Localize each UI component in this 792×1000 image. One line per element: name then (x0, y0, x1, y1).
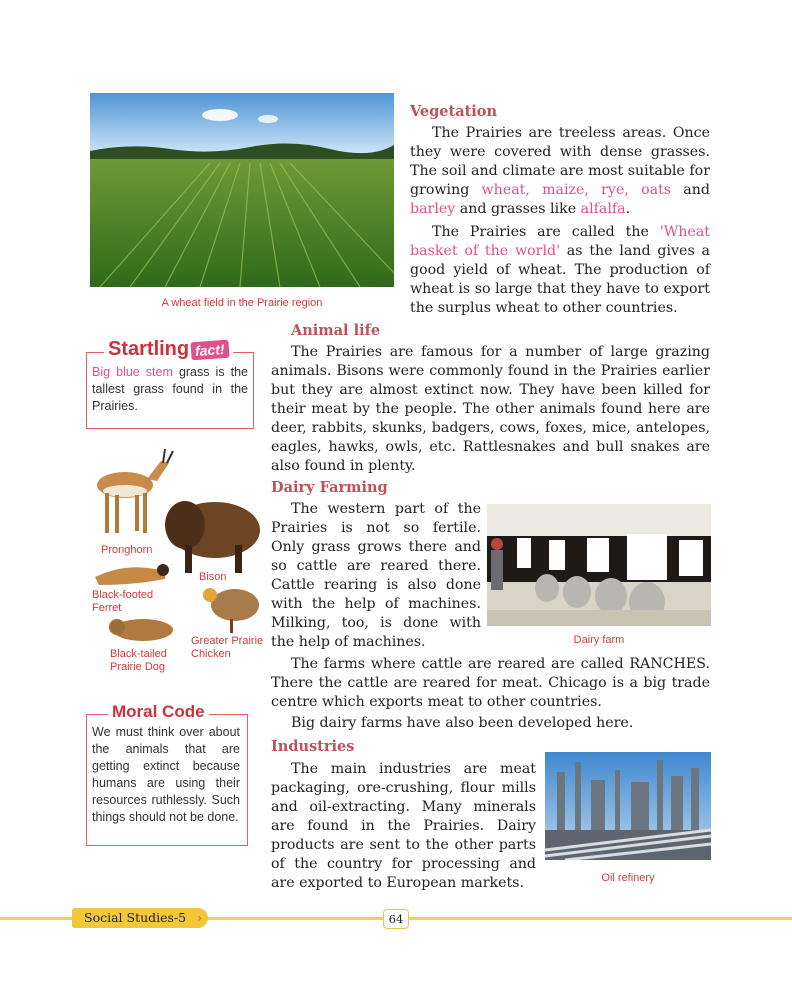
footer-book-title (72, 908, 208, 928)
vegetation-paragraph-1 (410, 124, 710, 219)
veg-text-2: and (671, 182, 710, 198)
animal-life-heading: Animal life (291, 322, 381, 339)
dairy-farm-image (487, 504, 711, 626)
book-title-text: Social Studies-5 (84, 910, 187, 925)
pronghorn-figure (97, 449, 173, 533)
label-bison: Bison (199, 571, 227, 583)
startling-fact-title (104, 338, 233, 361)
dairy-paragraph-2: The farms where cattle are reared are called RANCHES. There the cattle are reared for meat. Chicago is a big trade centre which exports meat to other countries. (271, 656, 710, 710)
barley-highlight: barley (410, 201, 456, 217)
label-black-footed-ferret: Black-footed Ferret (92, 589, 154, 614)
prairie-dog-figure (109, 619, 173, 641)
veg-text-3: and grasses like (455, 201, 581, 217)
dairy-farm-caption: Dairy farm (573, 634, 625, 646)
fact-badge: fact! (191, 340, 230, 361)
bison-figure (165, 501, 260, 573)
veg-text-1: The Prairies are treeless areas. Once they were covered with dense grasses. The soil and climate are most suitable for growing (410, 125, 710, 198)
wheat-field-image (90, 93, 394, 287)
label-pronghorn: Pronghorn (101, 544, 153, 556)
industries-paragraph: The main industries are meat packaging, ore-crushing, flour mills and oil-extracting. Many minerals are found in the Prairies. Dairy products are sent to the other parts of the country for processing and are exported to European markets. (271, 761, 536, 891)
dairy-farming-heading: Dairy Farming (271, 479, 388, 496)
alfalfa-highlight: alfalfa (580, 201, 626, 217)
label-black-tailed-prairie-dog: Black-tailed Prairie Dog (110, 648, 167, 673)
vegetation-heading: Vegetation (410, 103, 498, 120)
moral-code-text: We must think over about the animals that are getting extinct because humans are using their resources ruthlessly. Such things should not be done. (92, 725, 240, 824)
crops-highlight: wheat, maize, rye, oats (481, 182, 672, 198)
wheat-field-caption: A wheat field in the Prairie region (161, 297, 323, 309)
chevron-right-icon: › (197, 910, 203, 925)
label-greater-prairie-chicken: Greater Prairie Chicken (191, 635, 264, 660)
startling-fact-body: grass is the tallest grass found in the Prairies. (92, 365, 249, 413)
veg-p2-text-2: as the land gives a good yield of wheat. The production of wheat is so large that they have to export the surplus wheat to other countries. (410, 243, 710, 316)
wheat-basket-highlight: 'Wheat basket of the world' (410, 224, 710, 259)
startling-word: Startling (108, 338, 190, 360)
page-number: 64 (383, 909, 409, 929)
startling-fact-text (92, 364, 248, 415)
industries-heading: Industries (271, 738, 355, 755)
vegetation-paragraph-2 (410, 223, 710, 318)
oil-refinery-image (545, 752, 711, 860)
ferret-figure (95, 564, 169, 585)
oil-refinery-caption: Oil refinery (601, 872, 655, 884)
prairie-chicken-figure (203, 588, 259, 633)
dairy-paragraph-1: The western part of the Prairies is not so fertile. Only grass grows there and so cattle are reared there. Cattle rearing is also done with the help of machines. Milking, too, is done with the help of machines. (271, 501, 481, 650)
moral-code-title: Moral Code (108, 702, 209, 722)
animal-life-paragraph: The Prairies are famous for a number of large grazing animals. Bisons were commonly found in the Prairies earlier but they are almost extinct now. They have been killed for their meat by the people. The other animals found here are deer, rabbits, skunks, badgers, cows, foxes, mice, antelopes, eagles, hawks, owls, etc. Rattlesnakes and bull snakes are also found in plenty. (271, 344, 710, 474)
veg-p2-text-1: The Prairies are called the (432, 224, 660, 240)
veg-text-4: . (625, 201, 631, 217)
big-blue-stem-highlight: Big blue stem (92, 365, 173, 379)
dairy-paragraph-3: Big dairy farms have also been developed here. (291, 715, 634, 731)
